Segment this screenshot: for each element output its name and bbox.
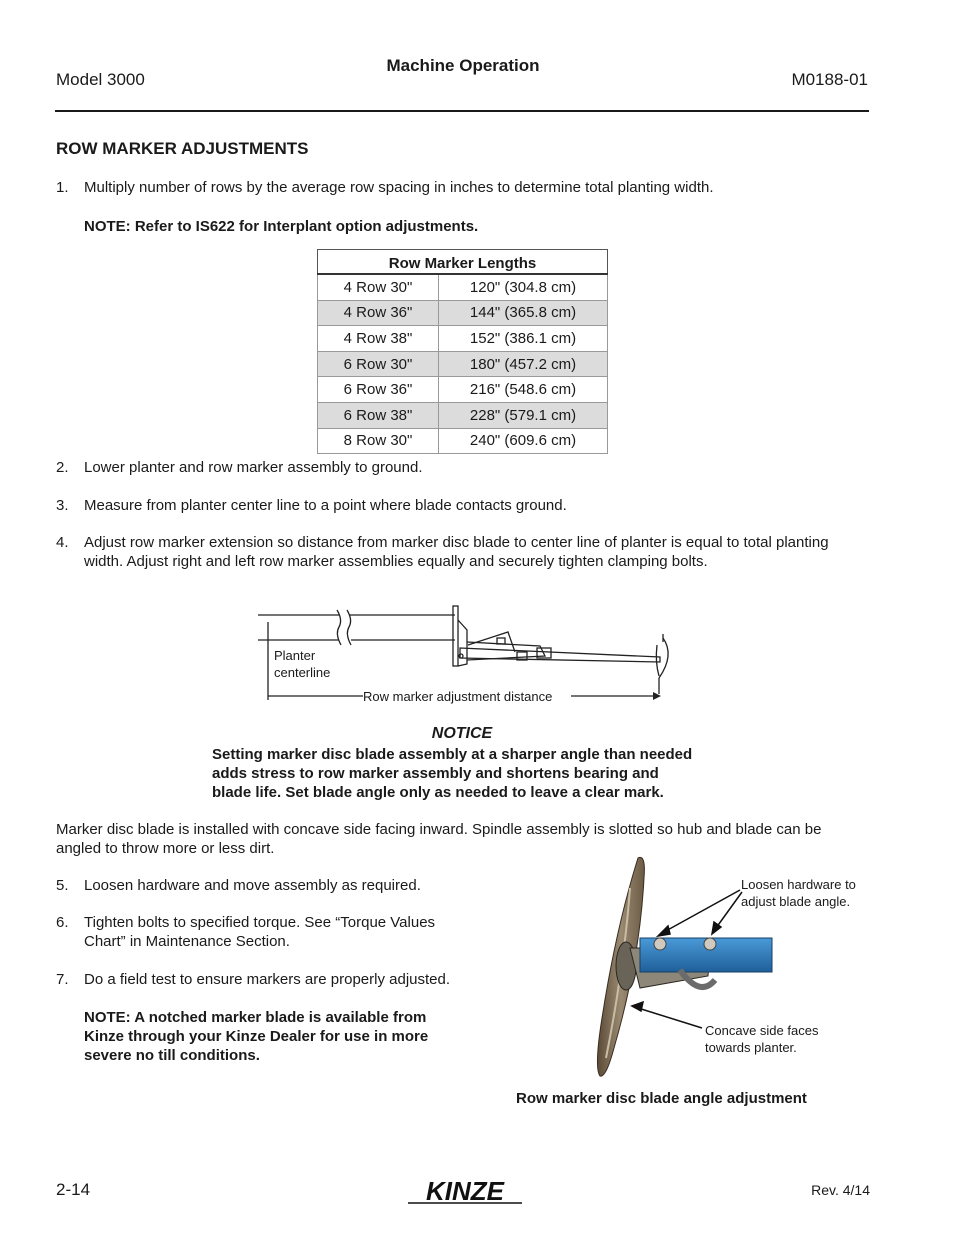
notice-title: NOTICE: [431, 725, 493, 742]
step-text: Loosen hardware and move assembly as required.: [84, 877, 421, 894]
paragraph-line: angled to throw more or less dirt.: [56, 840, 275, 857]
step-1: [56, 178, 876, 198]
note-line: NOTE: A notched marker blade is available from: [84, 1009, 427, 1026]
table-cell-length: 180" (457.2 cm): [439, 351, 608, 377]
table-row: [318, 377, 608, 403]
step-text: Do a field test to ensure markers are properly adjusted.: [84, 971, 451, 988]
row-marker-diagram: [255, 600, 685, 710]
table-cell-config: 6 Row 36": [318, 377, 439, 403]
step-text: Lower planter and row marker assembly to ground.: [84, 459, 423, 476]
step-number: 7.: [56, 971, 69, 988]
diagram-label-distance: Row marker adjustment distance: [363, 689, 553, 704]
notice-line: blade life. Set blade angle only as needed to leave a clear mark.: [212, 784, 664, 801]
callout-line: Loosen hardware to: [741, 877, 856, 892]
step-text-line1: Tighten bolts to specified torque. See “Torque Values: [84, 914, 436, 931]
step-text-line2: width. Adjust right and left row marker assemblies equally and securely tighten clamping bolts.: [84, 553, 708, 570]
table-cell-config: 4 Row 30": [318, 274, 439, 300]
table-cell-length: 228" (579.1 cm): [439, 402, 608, 428]
step-2: [56, 458, 876, 478]
step-number: 4.: [56, 534, 69, 551]
table-cell-length: 216" (548.6 cm): [439, 377, 608, 403]
callout-line: towards planter.: [705, 1040, 797, 1055]
callout-line: adjust blade angle.: [741, 894, 851, 909]
notice-body: [212, 745, 722, 802]
table-cell-length: 144" (365.8 cm): [439, 300, 608, 326]
callout-line: Concave side faces: [705, 1023, 819, 1038]
table-cell-length: 120" (304.8 cm): [439, 274, 608, 300]
section-title: ROW MARKER ADJUSTMENTS: [56, 139, 309, 158]
note-notched-blade: [84, 1008, 428, 1065]
diagram-label-centerline: centerline: [274, 665, 331, 680]
table-cell-config: 8 Row 30": [318, 428, 439, 454]
notice-line: adds stress to row marker assembly and shortens bearing and: [212, 765, 659, 782]
header-divider: [55, 110, 869, 112]
table-cell-length: 152" (386.1 cm): [439, 326, 608, 352]
table-cell-config: 6 Row 30": [318, 351, 439, 377]
header-model: Model 3000: [56, 70, 145, 89]
note-line: Kinze through your Kinze Dealer for use in more: [84, 1028, 429, 1045]
table-cell-config: 6 Row 38": [318, 402, 439, 428]
step-4: [56, 533, 896, 573]
step-number: 5.: [56, 877, 69, 894]
paragraph-line: Marker disc blade is installed with concave side facing inward. Spindle assembly is slotted so hub and blade can be: [56, 821, 822, 838]
table-row: [318, 402, 608, 428]
step-5: [56, 876, 496, 896]
table-cell-config: 4 Row 38": [318, 326, 439, 352]
step-number: 1.: [56, 179, 69, 196]
table-row: [318, 351, 608, 377]
step-number: 2.: [56, 459, 69, 476]
table-row: [318, 300, 608, 326]
header-doc-number: M0188-01: [791, 70, 868, 89]
kinze-logo-svg: [404, 1176, 526, 1206]
notice-line: Setting marker disc blade assembly at a sharper angle than needed: [212, 746, 693, 763]
step-number: 6.: [56, 914, 69, 931]
kinze-logo: [404, 1176, 526, 1206]
page-number: 2-14: [56, 1180, 91, 1199]
header-section-title: Machine Operation: [386, 56, 540, 75]
note-line: severe no till conditions.: [84, 1047, 260, 1064]
logo-text: KINZE: [426, 1176, 504, 1206]
revision: Rev. 4/14: [811, 1182, 870, 1198]
diagram-label-planter: Planter: [274, 648, 316, 663]
step-text-line2: Chart” in Maintenance Section.: [84, 933, 290, 950]
callout-loosen-hardware: [741, 876, 856, 910]
table-cell-length: 240" (609.6 cm): [439, 428, 608, 454]
table-title: Row Marker Lengths: [318, 250, 608, 275]
table-row: [318, 274, 608, 300]
callout-concave-side: [705, 1022, 818, 1056]
note-interplant: NOTE: Refer to IS622 for Interplant option adjustments.: [84, 218, 479, 235]
step-text: Measure from planter center line to a point where blade contacts ground.: [84, 497, 567, 514]
step-7: [56, 970, 496, 990]
step-6: [56, 913, 496, 953]
table-row: [318, 326, 608, 352]
row-marker-lengths-table: [317, 249, 608, 454]
photo-caption: Row marker disc blade angle adjustment: [516, 1090, 807, 1107]
step-text: Multiply number of rows by the average row spacing in inches to determine total planting width.: [84, 179, 714, 196]
table-cell-config: 4 Row 36": [318, 300, 439, 326]
step-3: [56, 496, 876, 516]
step-number: 3.: [56, 497, 69, 514]
step-text-line1: Adjust row marker extension so distance from marker disc blade to center line of planter is equal to total planting: [84, 534, 829, 551]
table-row: [318, 428, 608, 454]
